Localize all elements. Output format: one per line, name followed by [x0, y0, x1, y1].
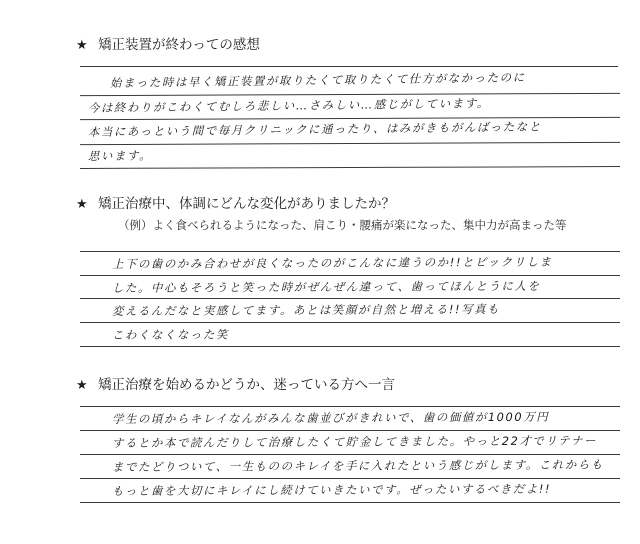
handwritten-line: 始まった時は早く矯正装置が取りたくて取りたくて仕方がなかったのに: [109, 70, 526, 90]
example-text: （例）よく食べられるようになった、肩こり・腰痛が楽になった、集中力が高まった等: [118, 218, 567, 232]
section-heading: [76, 377, 395, 394]
section-heading: [76, 196, 395, 213]
ruled-line: [80, 322, 620, 323]
handwritten-line: 学生の頃からキレイなんがみんな歯並びがきれいで、歯の価値が1000万円: [111, 409, 550, 426]
handwritten-line: こわくなくなった笑: [111, 327, 229, 342]
ruled-line: [80, 166, 620, 169]
handwritten-line: 思います。: [87, 148, 153, 163]
handwritten-line: するとか本で読んだりして治療したくて貯金してきました。やっと22才でリテナー: [111, 433, 598, 450]
handwritten-line: 今は終わりがこわくてむしろ悲しい…さみしい…感じがしています。: [87, 96, 490, 115]
handwritten-line: 上下の歯のかみ合わせが良くなったのがこんなに違うのか!!とビックリしま: [111, 254, 553, 271]
ruled-line: [80, 478, 620, 479]
handwritten-line: までたどりついて、一生もののキレイを手に入れたという感じがします。これからも: [111, 457, 604, 474]
handwritten-line: 変えるんだなと実感してます。あとは笑顔が自然と増える!!写真も: [111, 301, 501, 318]
ruled-line: [80, 298, 620, 299]
ruled-line: [80, 406, 620, 407]
ruled-line: [80, 454, 620, 455]
ruled-line: [80, 66, 618, 67]
ruled-line: [80, 502, 620, 503]
ruled-line: [80, 142, 620, 146]
heading-text: 矯正治療を始めるかどうか、迷っている方へ一言: [98, 377, 395, 393]
heading-text: 矯正治療中、体調にどんな変化がありましたか？: [98, 196, 395, 212]
heading-text: 矯正装置が終わっての感想: [98, 37, 260, 53]
handwritten-line: 本当にあっという間で毎月クリニックに通ったり、はみがきもがんばったなと: [87, 119, 542, 139]
ruled-line: [80, 275, 620, 276]
ruled-line: [80, 346, 620, 347]
handwritten-line: した。中心もそろうと笑った時がぜんぜん違って、歯ってほんとうに人を: [111, 278, 541, 295]
ruled-line: [80, 430, 620, 431]
star-icon: ★: [76, 38, 88, 53]
star-icon: ★: [76, 197, 88, 212]
handwritten-line: もっと歯を大切にキレイにし続けていきたいです。ぜったいするべきだよ!!: [111, 481, 552, 498]
star-icon: ★: [76, 378, 88, 393]
ruled-line: [80, 251, 620, 252]
section-heading: [76, 37, 260, 54]
ruled-line: [80, 93, 620, 97]
